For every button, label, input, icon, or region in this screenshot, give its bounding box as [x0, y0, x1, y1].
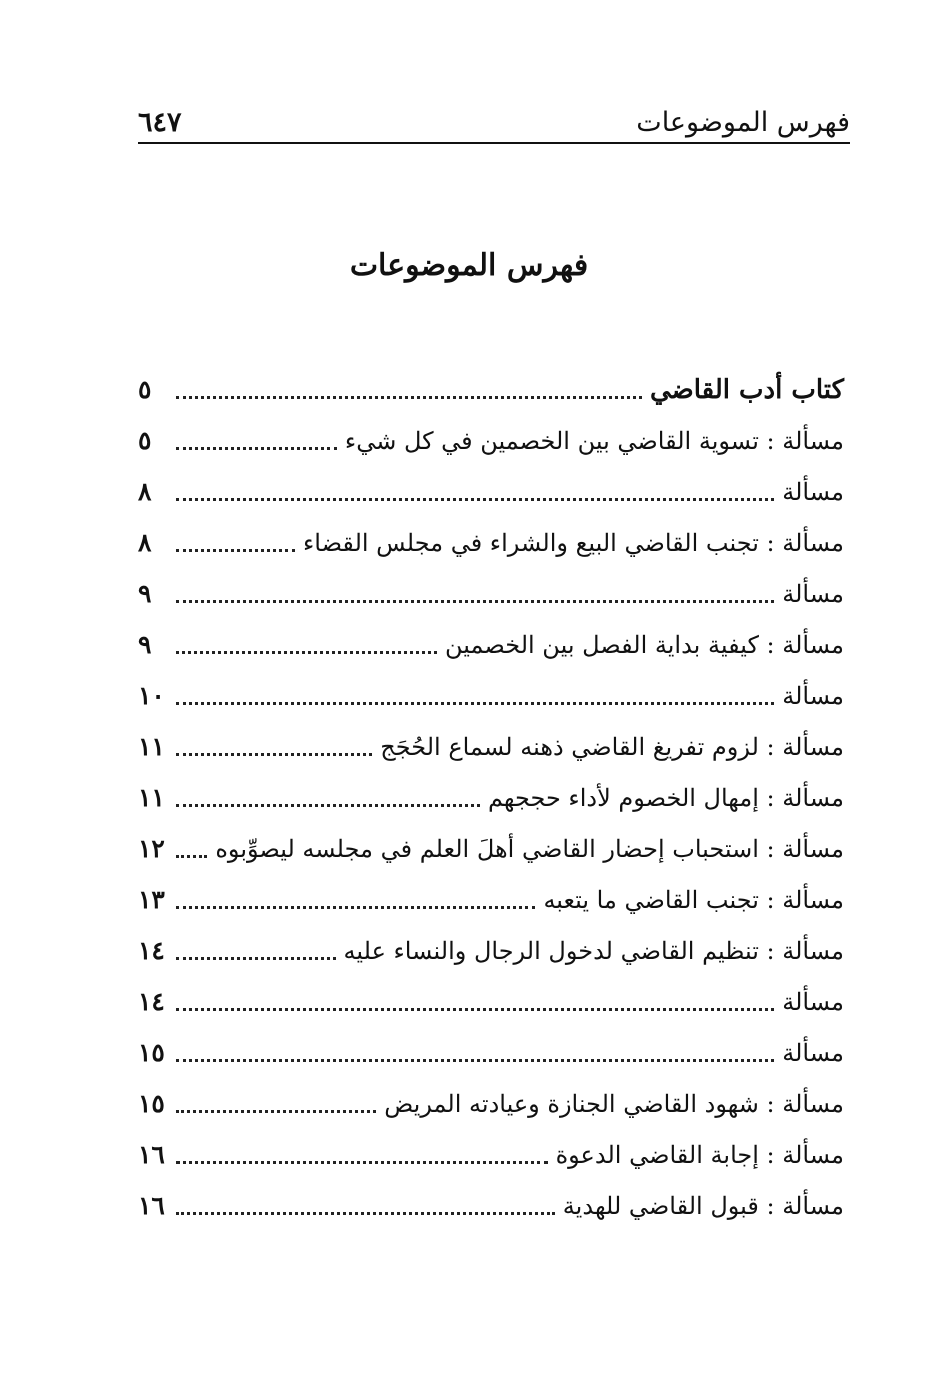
toc-entry-label: مسألة : شهود القاضي الجنازة وعيادته المريض — [384, 1089, 844, 1118]
toc-entry-page: ٥ — [138, 426, 152, 455]
toc-entry-label: مسألة : استحباب إحضار القاضي أهلَ العلم في مجلسه ليصوِّبوه — [215, 834, 844, 863]
dot-leader — [176, 906, 535, 909]
dot-leader — [176, 1161, 548, 1164]
toc-entry-label: مسألة — [782, 681, 844, 710]
dot-leader — [176, 1059, 774, 1062]
page-title: فهرس الموضوعات — [349, 248, 589, 283]
toc-entry-label: مسألة — [782, 1038, 844, 1067]
toc-entry-page: ١٢ — [138, 834, 165, 863]
toc-entry — [138, 1180, 844, 1231]
toc-entry — [138, 925, 844, 976]
dot-leader — [176, 855, 207, 858]
dot-leader — [176, 651, 437, 654]
toc-entry-label: مسألة : كيفية بداية الفصل بين الخصمين — [445, 630, 844, 659]
toc-entry-label: مسألة — [782, 579, 844, 608]
dot-leader — [176, 447, 337, 450]
toc-entry-label: مسألة : إجابة القاضي الدعوة — [555, 1140, 844, 1169]
toc-entry-label: مسألة : تجنب القاضي ما يتعبه — [543, 885, 844, 914]
toc-entry-page: ٨ — [138, 528, 152, 557]
dot-leader — [176, 549, 295, 552]
toc-entry — [138, 721, 844, 772]
toc-entry-label: مسألة : تنظيم القاضي لدخول الرجال والنساء عليه — [343, 936, 844, 965]
toc-entry-page: ١١ — [138, 783, 165, 812]
page-number: ٦٤٧ — [138, 107, 182, 138]
toc-entry-page: ١٥ — [138, 1089, 165, 1118]
toc-entry-label: مسألة : قبول القاضي للهدية — [562, 1191, 844, 1220]
toc-entry-page: ٩ — [138, 630, 152, 659]
toc-entry — [138, 670, 844, 721]
toc-entry-page: ١٦ — [138, 1191, 165, 1220]
toc-entry — [138, 1129, 844, 1180]
toc-entry — [138, 517, 844, 568]
dot-leader — [176, 753, 372, 756]
table-of-contents — [138, 364, 844, 1231]
toc-entry-page: ١١ — [138, 732, 165, 761]
toc-entry — [138, 364, 844, 415]
dot-leader — [176, 1212, 555, 1215]
toc-entry — [138, 466, 844, 517]
toc-entry — [138, 976, 844, 1027]
toc-entry — [138, 874, 844, 925]
toc-entry-label: مسألة : إمهال الخصوم لأداء حججهم — [487, 783, 844, 812]
dot-leader — [176, 498, 774, 501]
toc-entry — [138, 619, 844, 670]
dot-leader — [176, 957, 336, 960]
toc-entry — [138, 1027, 844, 1078]
toc-entry-label: مسألة : لزوم تفريغ القاضي ذهنه لسماع الحُجَج — [380, 732, 844, 761]
toc-entry-label: مسألة : تجنب القاضي البيع والشراء في مجلس القضاء — [303, 528, 844, 557]
toc-entry-label: مسألة — [782, 987, 844, 1016]
running-header — [138, 96, 850, 144]
running-title: فهرس الموضوعات — [636, 107, 850, 138]
dot-leader — [176, 1110, 376, 1113]
toc-entry — [138, 568, 844, 619]
toc-entry-page: ١٤ — [138, 936, 165, 965]
dot-leader — [176, 702, 774, 705]
toc-entry-label: مسألة — [782, 477, 844, 506]
toc-entry — [138, 772, 844, 823]
toc-entry — [138, 823, 844, 874]
dot-leader — [176, 1008, 774, 1011]
toc-entry-page: ١٦ — [138, 1140, 165, 1169]
toc-entry-page: ١٤ — [138, 987, 165, 1016]
toc-entry — [138, 1078, 844, 1129]
toc-entry-page: ٨ — [138, 477, 152, 506]
toc-entry-label: كتاب أدب القاضي — [650, 374, 844, 405]
toc-entry-page: ١٥ — [138, 1038, 165, 1067]
dot-leader — [176, 396, 642, 399]
toc-entry — [138, 415, 844, 466]
toc-entry-page: ١٣ — [138, 885, 165, 914]
dot-leader — [176, 804, 480, 807]
toc-entry-page: ٩ — [138, 579, 152, 608]
toc-entry-page: ١٠ — [138, 681, 165, 710]
dot-leader — [176, 600, 774, 603]
toc-entry-label: مسألة : تسوية القاضي بين الخصمين في كل شيء — [344, 426, 844, 455]
toc-entry-page: ٥ — [138, 375, 152, 404]
